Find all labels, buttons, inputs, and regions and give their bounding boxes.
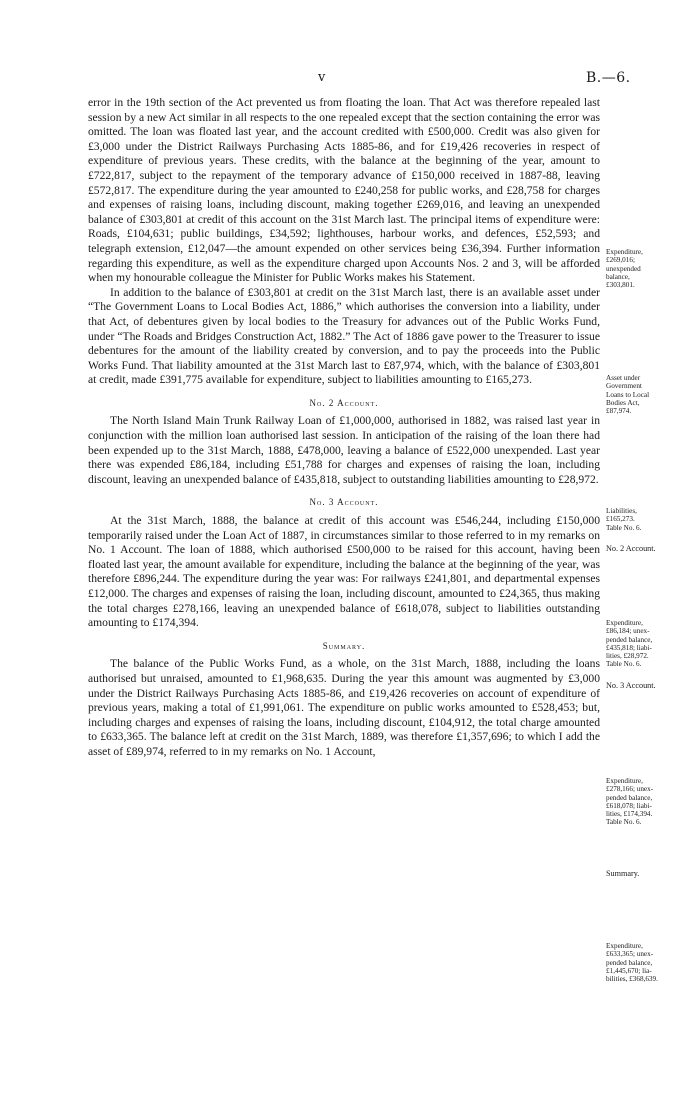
sidenote-no-3-account: No. 3 Account. <box>606 681 656 690</box>
document-code: B.—6. <box>586 70 631 86</box>
sidenote-expenditure-3: Expenditure, £278,166; unex- pended balance, £618,078; liabi- lities, £174,394. Table No. 6. <box>606 777 654 827</box>
section-heading-summary: Summary. <box>322 640 366 651</box>
paragraph-no-3-account: At the 31st March, 1888, the balance at credit of this account was £546,244, including £150,000 temporarily raised under the Loan Act of 1887, in circumstances similar to those referred to in my remarks on No. 1 Account. The loan of 1888, which authorised £500,000 to be raised for this account, having been floated last year, the amount available for expenditure, including the balance at the beginning of the year, was therefore £896,244. The expenditure during the year was: For railways £241,801, and departmental expenses £12,000. The charges and expenses of raising the loan, including discount, amounted to £24,365, thus making the total charges £278,166, leaving an unexpended balance of £618,078, subject to liabilities outstanding amounting to £174,394. <box>88 514 600 630</box>
sidenote-liabilities-1: Liabilities, £165,273. Table No. 6. <box>606 507 642 532</box>
paragraph-no-2-account: The North Island Main Trunk Railway Loan of £1,000,000, authorised in 1882, was raised last year in conjunction with the million loan authorised last session. In anticipation of the raising of the loan there had been expended up to the 31st March, 1888, £478,000, leaving a balance of £522,000 unexpended. Last year there was expended £86,184, including £51,788 for charges and expenses of raising the loan, including discount, leaving an unexpended balance of £435,818, subject to outstanding liabilities amounting to £28,972. <box>88 414 600 486</box>
paragraph-loan-account-1: error in the 19th section of the Act prevented us from floating the loan. That Act was therefore repealed last session by a new Act similar in all respects to the one repealed except that the section containing the error was omitted. The loan was floated last year, and the account credited with £500,000. Credit was also given for £3,000 under the District Railways Purchasing Acts 1885-86, and for £19,426 recoveries in respect of expenditure of previous years. These credits, with the balance at the beginning of the year, amount to £722,817, subject to the repayment of the temporary advance of £150,000 received in 1887-88, leaving £572,817. The expenditure during the year amounted to £240,258 for public works, and £28,758 for charges and expenses of raising loans, including discount, making together £269,016, and leaving an unexpended balance of £303,801 at credit of this account on the 31st March last. The principal items of expenditure were: Roads, £104,631; public buildings, £34,592; lighthouses, harbour works, and defences, £52,593; and telegraph extension, £12,047—the amount expended on other services being £36,394. Further information regarding this expenditure, as well as the expenditure charged upon Accounts Nos. 2 and 3, will be afforded when my honourable colleague the Minister for Public Works makes his Statement. <box>88 96 600 285</box>
main-text <box>88 96 600 760</box>
paragraph-local-bodies-asset: In addition to the balance of £303,801 at credit on the 31st March last, there is an available asset under “The Government Loans to Local Bodies Act, 1886,” which authorises the conversion into a liability, under that Act, of debentures given by local bodies to the Treasury for advances out of the Public Works Fund, under “The Roads and Bridges Construction Act, 1882.” The Act of 1886 gave power to the Treasurer to issue debentures for the amount of the liability created by conversion, and to pay the proceeds into the Public Works Fund. That liability amounted at the 31st March last to £87,974, which, with the balance of £303,801 at credit, made £391,775 available for expenditure, subject to liabilities amounting to £165,273. <box>88 285 600 387</box>
page-header <box>0 70 700 90</box>
section-heading-no-2-account: No. 2 Account. <box>309 397 379 408</box>
sidenote-no-2-account: No. 2 Account. <box>606 544 656 553</box>
page-number: v <box>318 70 326 85</box>
paragraph-summary: The balance of the Public Works Fund, as a whole, on the 31st March, 1888, including the loans authorised but unraised, amounted to £1,968,635. During the year this amount was augmented by £3,000 under the District Railways Purchasing Acts 1885-86, and £19,426 recoveries on account of expenditure of previous years, making a total of £1,991,061. The expenditure on public works amounted to £528,453; but, including charges and expenses of raising the loans, including discount, £104,912, the total charge amounted to £633,365. The balance left at credit on the 31st March, 1889, was therefore £1,357,696; to which I add the asset of £89,974, referred to in my remarks on No. 1 Account, <box>88 657 600 758</box>
sidenote-expenditure-1: Expenditure, £269,016; unexpended balance, £303,801. <box>606 248 643 290</box>
sidenote-expenditure-2: Expenditure, £86,184; unex- pended balance, £435,818; liabi- lities, £28,972. Table No. 6. <box>606 619 653 669</box>
sidenote-summary: Summary. <box>606 869 640 878</box>
section-heading-no-3-account: No. 3 Account. <box>309 497 379 508</box>
sidenote-asset-local-bodies: Asset under Government Loans to Local Bodies Act, £87,974. <box>606 374 650 416</box>
sidenote-expenditure-summary: Expenditure, £633,365; unex- pended balance, £1,445,670; lia- bilities, £368,639. <box>606 942 658 984</box>
